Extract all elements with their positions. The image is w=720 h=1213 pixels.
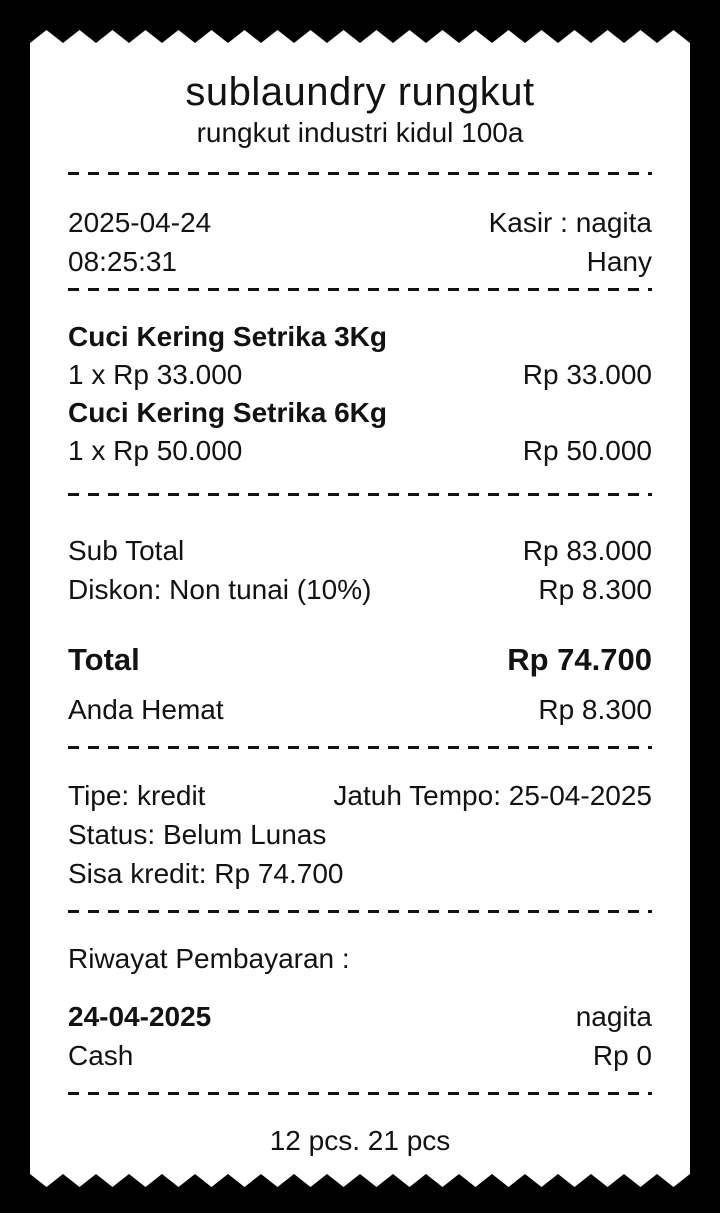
transaction-info-section (68, 203, 652, 281)
summary-section (68, 531, 652, 729)
dashed-divider (68, 493, 652, 496)
item-qty-price: 1 x Rp 50.000 (68, 435, 243, 466)
transaction-date: 2025-04-24 (68, 207, 212, 238)
receipt-paper (30, 43, 690, 1174)
discount-amount: Rp 8.300 (538, 574, 652, 605)
credit-remaining: Sisa kredit: Rp 74.700 (68, 858, 344, 889)
item-amount: Rp 33.000 (522, 359, 652, 390)
credit-type-row (68, 776, 652, 815)
store-name: sublaundry rungkut (185, 70, 535, 114)
item-name-row (68, 318, 652, 356)
item-name: Cuci Kering Setrika 3Kg (68, 321, 387, 352)
item-name-row (68, 394, 652, 432)
item-amount: Rp 50.000 (522, 435, 652, 466)
dashed-divider (68, 746, 652, 749)
credit-remaining-row (68, 854, 652, 893)
payment-entry-method-row (68, 1036, 652, 1075)
info-row-1 (68, 203, 652, 242)
payment-history-section (68, 939, 652, 1075)
payment-history-title: Riwayat Pembayaran : (68, 943, 350, 974)
credit-due-date: Jatuh Tempo: 25-04-2025 (333, 780, 652, 811)
subtotal-amount: Rp 83.000 (522, 535, 652, 566)
payment-entry-date: 24-04-2025 (68, 1001, 212, 1032)
payment-entry-amount: Rp 0 (592, 1040, 652, 1071)
item-price-row (68, 356, 652, 394)
savings-amount: Rp 8.300 (538, 694, 652, 725)
info-row-2 (68, 242, 652, 281)
dashed-divider (68, 288, 652, 291)
discount-label: Diskon: Non tunai (10%) (68, 574, 372, 605)
payment-history-title-row (68, 939, 652, 978)
items-section (68, 318, 652, 470)
credit-status-row (68, 815, 652, 854)
torn-edge-top (30, 30, 690, 43)
torn-edge-bottom (30, 1174, 690, 1187)
receipt (30, 30, 690, 1187)
savings-row (68, 690, 652, 729)
payment-entry-method: Cash (68, 1040, 134, 1071)
subtotal-row (68, 531, 652, 570)
discount-row (68, 570, 652, 609)
store-address: rungkut industri kidul 100a (196, 117, 524, 148)
total-row (68, 638, 652, 682)
credit-status: Status: Belum Lunas (68, 819, 327, 850)
dashed-divider (68, 172, 652, 175)
credit-type: Tipe: kredit (68, 780, 206, 811)
savings-label: Anda Hemat (68, 694, 224, 725)
dashed-divider (68, 910, 652, 913)
total-amount: Rp 74.700 (507, 642, 652, 677)
credit-section (68, 776, 652, 893)
cashier-name: Kasir : nagita (488, 207, 652, 238)
subtotal-label: Sub Total (68, 535, 185, 566)
footer-pcs-count: 12 pcs. 21 pcs (269, 1125, 451, 1156)
item-name: Cuci Kering Setrika 6Kg (68, 397, 387, 428)
customer-name: Hany (586, 246, 652, 277)
transaction-time: 08:25:31 (68, 246, 177, 277)
payment-entry-date-row (68, 997, 652, 1036)
dashed-divider (68, 1092, 652, 1095)
item-price-row (68, 432, 652, 470)
payment-entry-operator: nagita (575, 1001, 652, 1032)
total-label: Total (68, 642, 140, 677)
item-qty-price: 1 x Rp 33.000 (68, 359, 243, 390)
